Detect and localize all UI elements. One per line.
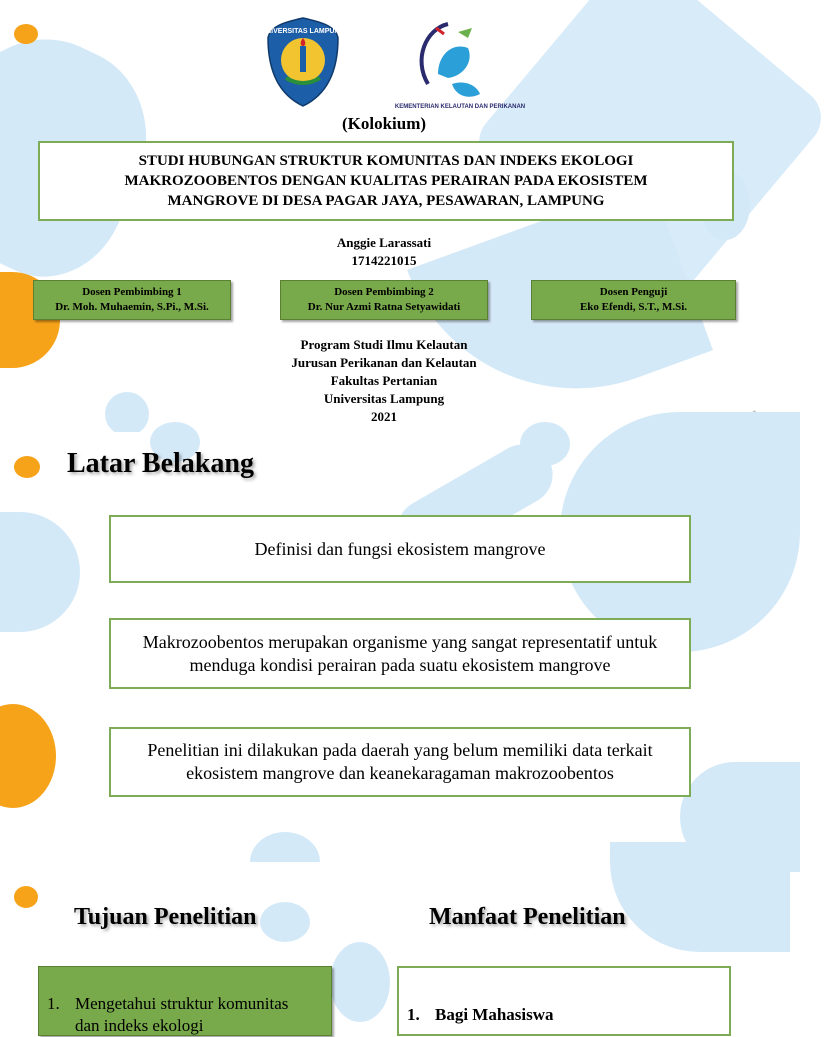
ministry-logo — [394, 14, 526, 110]
content-text: Makrozoobentos merupakan organisme yang sangat representatif untuk menduga kondisi perairan pada suatu ekosistem mangrove — [142, 631, 658, 675]
tujuan-heading: Tujuan Penelitian — [74, 904, 257, 930]
institution-line: Universitas Lampung — [323, 391, 445, 406]
dosen-role: Dosen Pembimbing 2 — [334, 286, 434, 298]
institution-line: Fakultas Pertanian — [330, 373, 438, 388]
deco-orange-circle — [14, 24, 38, 44]
slide-title — [0, 0, 768, 430]
university-logo — [261, 16, 345, 108]
tujuan-box — [38, 966, 332, 1036]
dosen-box-pembimbing-2 — [280, 280, 488, 320]
content-text: Definisi dan fungsi ekosistem mangrove — [254, 538, 546, 559]
author-id: 1714221015 — [351, 253, 417, 268]
deco-blue-shape — [330, 942, 390, 1022]
institution-line: Program Studi Ilmu Kelautan — [300, 337, 468, 352]
slide-heading: Latar Belakang — [67, 448, 254, 479]
author-name: Anggie Larassati — [336, 235, 432, 250]
deco-orange-circle — [14, 456, 40, 478]
list-number: 1. — [47, 994, 60, 1013]
manfaat-heading: Manfaat Penelitian — [429, 904, 626, 930]
thesis-title-line: MANGROVE DI DESA PAGAR JAYA, PESAWARAN, LAMPUNG — [167, 193, 605, 209]
dosen-box-pembimbing-1 — [33, 280, 231, 320]
institution-line: 2021 — [371, 409, 397, 424]
dosen-name: Dr. Nur Azmi Ratna Setyawidati — [307, 301, 461, 313]
content-box-penelitian — [109, 727, 691, 797]
dosen-name: Eko Efendi, S.T., M.Si. — [579, 301, 688, 313]
thesis-title-box — [38, 141, 734, 221]
institution-block — [0, 336, 768, 426]
list-text: Mengetahui struktur komunitas dan indeks ekologi — [75, 994, 289, 1035]
deco-orange-shape — [0, 704, 56, 808]
dosen-name: Dr. Moh. Muhaemin, S.Pi., M.Si. — [55, 301, 209, 313]
dosen-box-penguji — [531, 280, 736, 320]
dosen-role: Dosen Pembimbing 1 — [82, 286, 182, 298]
slide-subtitle: (Kolokium) — [341, 114, 427, 133]
content-text: Penelitian ini dilakukan pada daerah yang belum memiliki data terkait ekosistem mangrove dan keanekaragaman makrozoobentos — [147, 740, 653, 783]
deco-blue-shape — [610, 842, 790, 952]
institution-line: Jurusan Perikanan dan Kelautan — [291, 355, 477, 370]
tujuan-list-item — [47, 993, 315, 1037]
list-text: Bagi Mahasiswa — [435, 1005, 554, 1024]
manfaat-box — [397, 966, 731, 1036]
list-number: 1. — [407, 1005, 420, 1024]
thesis-title-line: MAKROZOOBENTOS DENGAN KUALITAS PERAIRAN PADA EKOSISTEM — [124, 173, 648, 189]
svg-text:UNIVERSITAS LAMPUNG: UNIVERSITAS LAMPUNG — [261, 28, 345, 35]
slide-tujuan-manfaat — [0, 862, 768, 1035]
dosen-role: Dosen Penguji — [599, 286, 668, 298]
content-box-definisi — [109, 515, 691, 583]
content-box-makrozoobentos — [109, 618, 691, 689]
deco-blue-circle — [520, 422, 570, 466]
manfaat-list-item — [407, 1004, 554, 1026]
svg-text:KEMENTERIAN KELAUTAN DAN PERIK: KEMENTERIAN KELAUTAN DAN PERIKANAN — [394, 104, 526, 110]
thesis-title-line: STUDI HUBUNGAN STRUKTUR KOMUNITAS DAN INDEKS EKOLOGI — [138, 153, 634, 169]
deco-orange-circle — [14, 886, 38, 908]
deco-blue-shape — [0, 512, 80, 632]
slide-latar-belakang — [0, 432, 768, 860]
deco-blue-circle — [260, 902, 310, 942]
